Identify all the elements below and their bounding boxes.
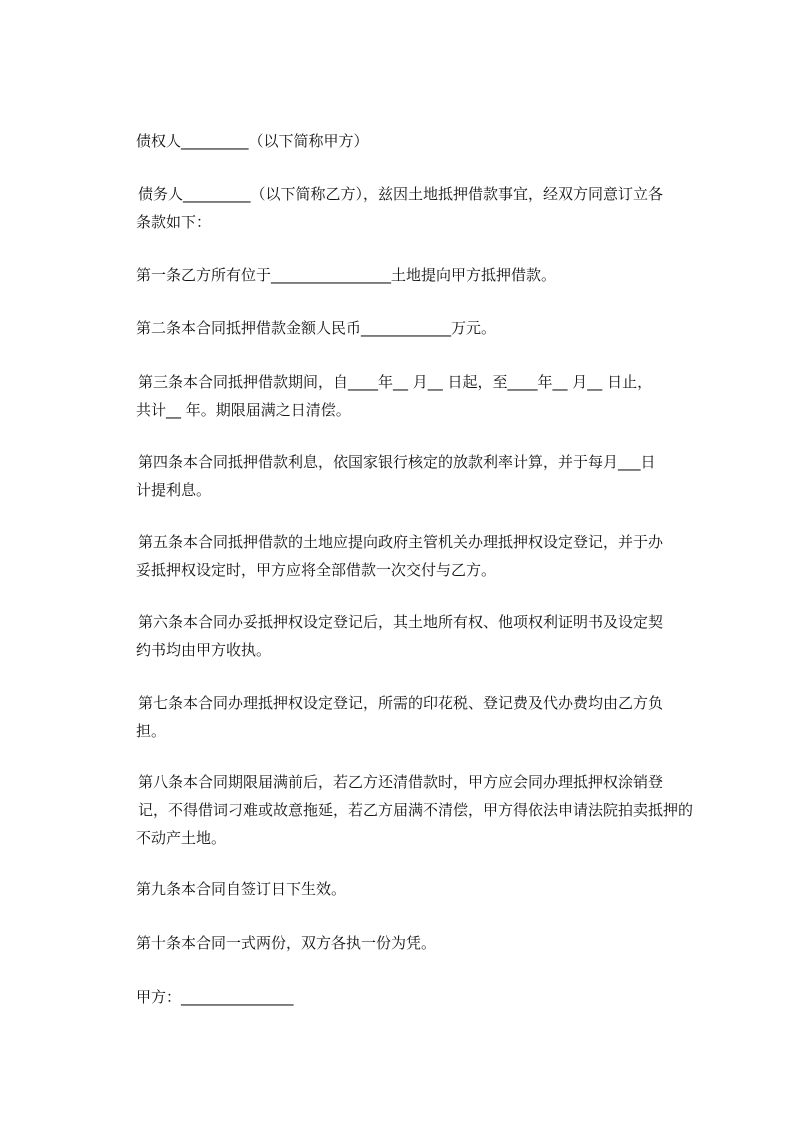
paragraph-line: 债务人_________（以下简称乙方），兹因土地抵押借款事宜，经双方同意订立各	[138, 185, 664, 203]
paragraph-line: 记，不得借词刁难或故意拖延，若乙方届满不清偿，甲方得依法申请法院拍卖抵押的	[138, 801, 694, 819]
article-7	[136, 689, 704, 745]
paragraph-line: 第二条本合同抵押借款金额人民币____________万元。	[136, 319, 497, 337]
paragraph-line: 不动产土地。	[136, 829, 227, 847]
paragraph-line: 第五条本合同抵押借款的土地应提向政府主管机关办理抵押权设定登记，并于办	[138, 533, 664, 551]
article-10	[136, 929, 702, 957]
paragraph-line: 债权人_________（以下简称甲方）	[136, 132, 369, 150]
paragraph-line: 第十条本合同一式两份，双方各执一份为凭。	[136, 934, 437, 952]
paragraph-line: 第八条本合同期限届满前后，若乙方还清借款时，甲方应会同办理抵押权涂销登	[138, 773, 664, 791]
article-1	[136, 261, 702, 289]
article-6	[136, 608, 704, 664]
creditor-paragraph	[136, 127, 702, 155]
paragraph-line: 妥抵押权设定时，甲方应将全部借款一次交付与乙方。	[136, 561, 497, 579]
article-8	[136, 768, 704, 852]
paragraph-line: 第六条本合同办妥抵押权设定登记后，其土地所有权、他项权利证明书及设定契	[138, 613, 664, 631]
article-5	[136, 528, 704, 584]
party-a-signature-line	[136, 983, 702, 1011]
paragraph-line: 第四条本合同抵押借款利息，依国家银行核定的放款利率计算，并于每月___日	[138, 453, 656, 471]
paragraph-line: 第三条本合同抵押借款期间，自____年__ 月__ 日起，至____年__ 月__ 日止，	[138, 373, 653, 391]
paragraph-line: 条款如下：	[136, 213, 212, 231]
article-4	[136, 448, 704, 504]
article-2	[136, 314, 702, 342]
paragraph-line: 第七条本合同办理抵押权设定登记，所需的印花税、登记费及代办费均由乙方负	[138, 694, 664, 712]
paragraph-line: 甲方：_______________	[136, 988, 294, 1006]
paragraph-line: 共计__ 年。期限届满之日清偿。	[136, 401, 351, 419]
paragraph-line: 担。	[136, 722, 167, 740]
paragraph-line: 约书均由甲方收执。	[136, 641, 272, 659]
article-9	[136, 875, 702, 903]
paragraph-line: 第一条乙方所有位于________________土地提向甲方抵押借款。	[136, 266, 557, 284]
paragraph-line: 计提利息。	[136, 481, 212, 499]
article-3	[136, 368, 704, 424]
paragraph-line: 第九条本合同自签订日下生效。	[136, 880, 347, 898]
debtor-paragraph	[136, 180, 704, 236]
